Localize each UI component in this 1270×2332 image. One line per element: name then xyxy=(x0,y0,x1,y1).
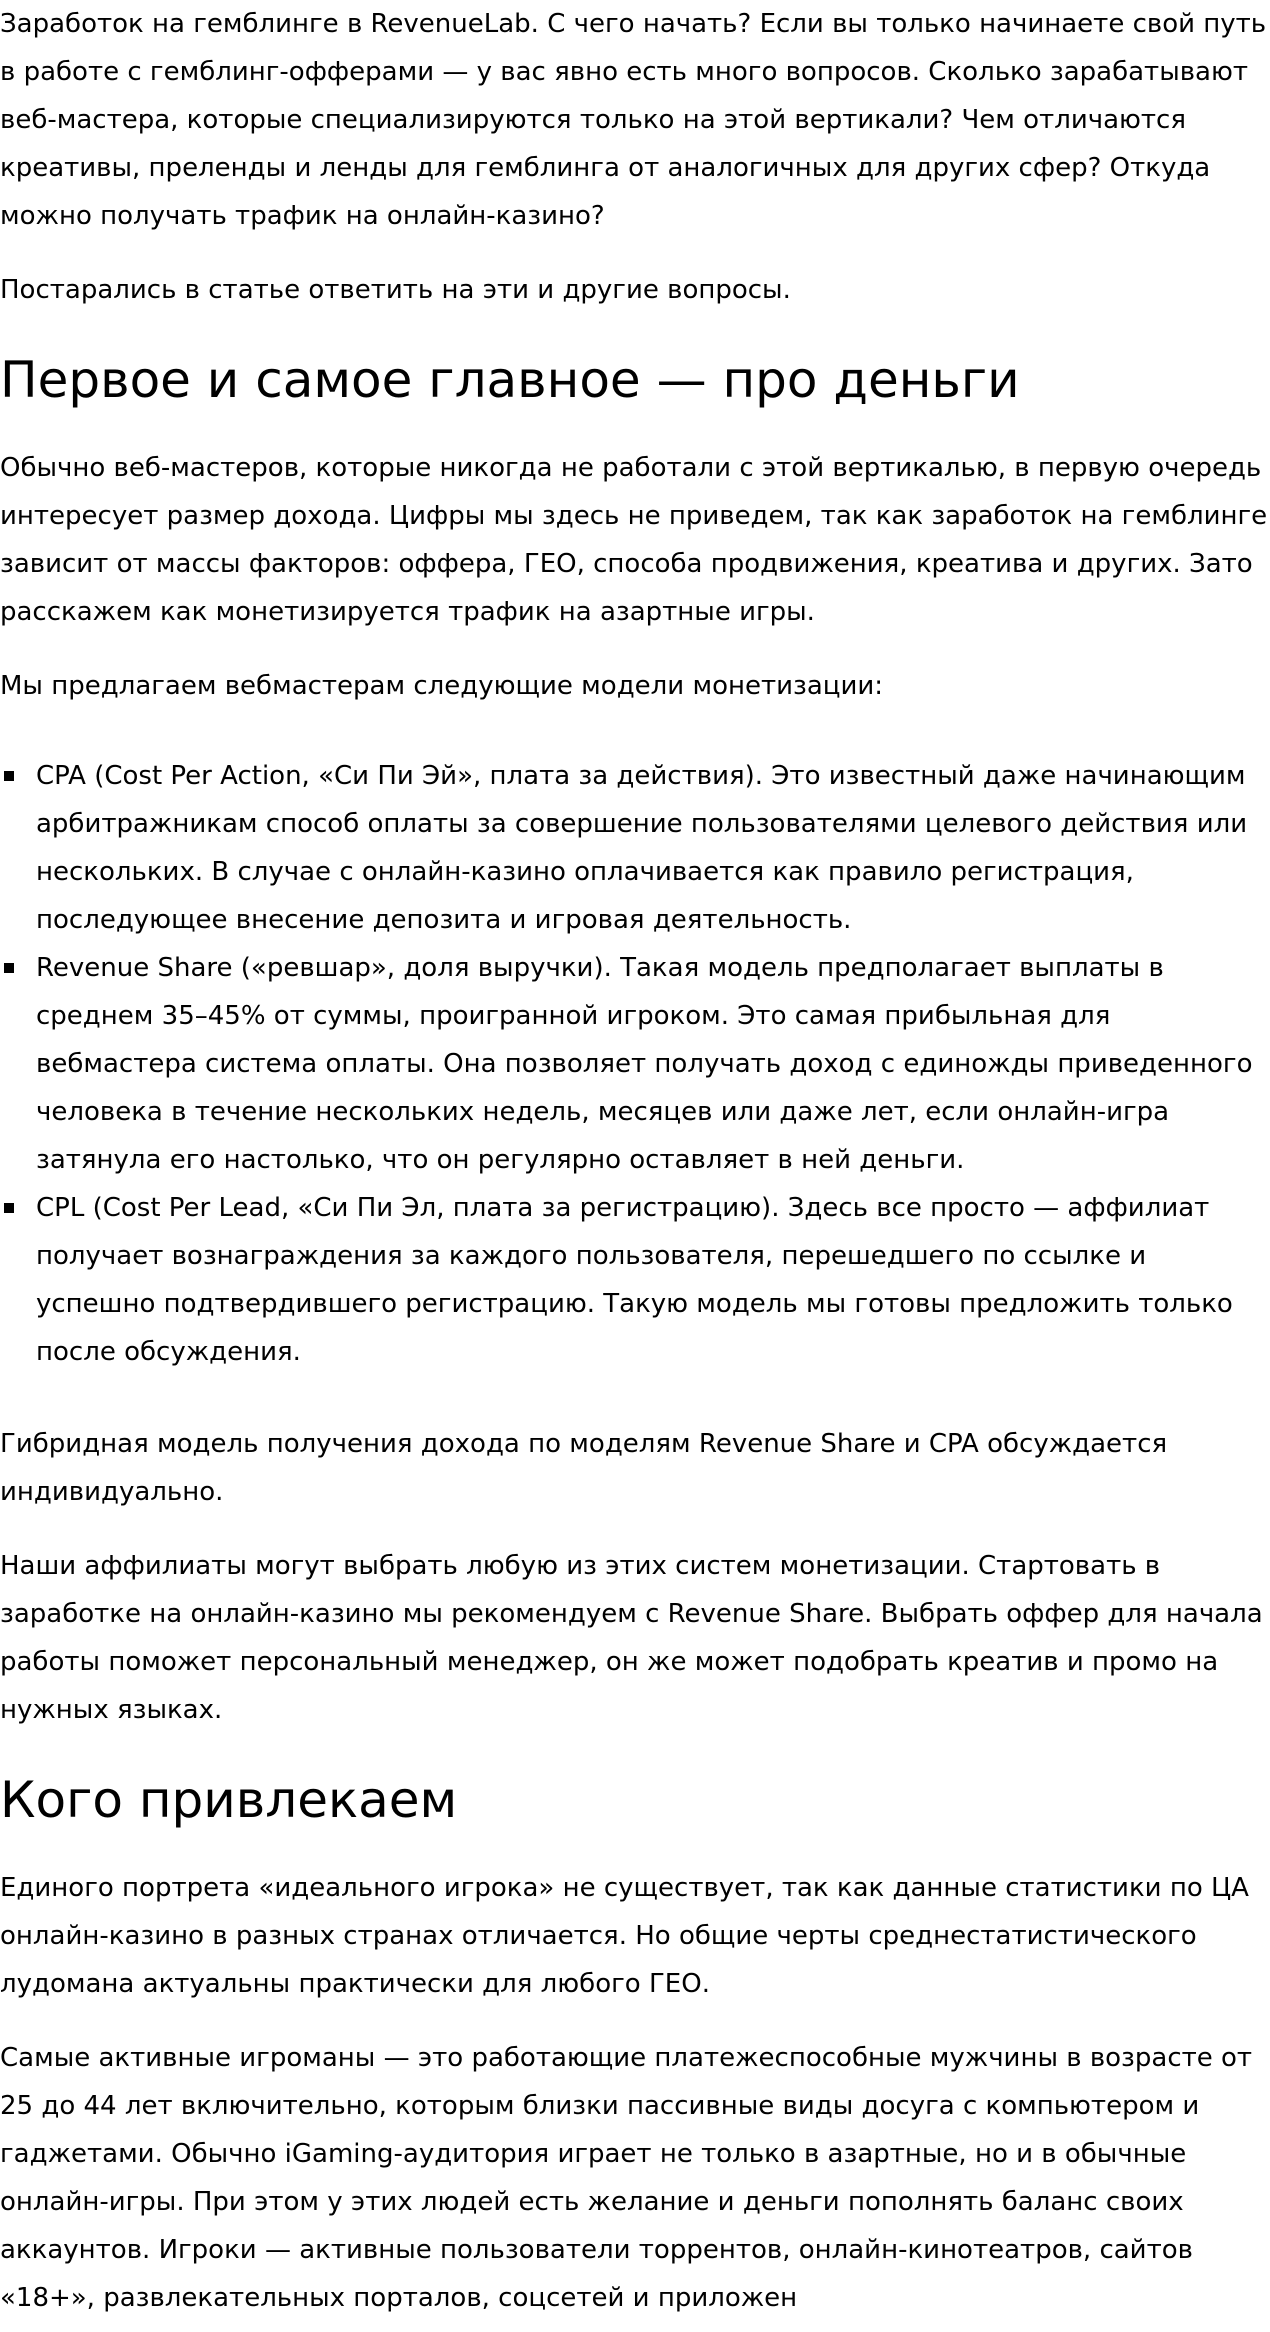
intro-paragraph-2: Постарались в статье ответить на эти и другие вопросы. xyxy=(0,275,791,305)
list-item-text: CPL (Cost Per Lead, «Си Пи Эл, плата за регистрацию). Здесь все просто — аффилиат получает вознаграждения за каждого пользователя, перешедшего по ссылке и успешно подтвердившего регистрацию. Такую модель мы готовы предложить только после обсуждения. xyxy=(36,1193,1233,1367)
list-item xyxy=(36,1184,1270,1376)
square-bullet-icon xyxy=(4,771,14,781)
section-heading-money: Первое и самое главное — про деньги xyxy=(0,351,1020,409)
audience-paragraph-1: Единого портрета «идеального игрока» не существует, так как данные статистики по ЦА онлайн-казино в разных странах отличается. Но общие черты среднестатистического лудомана актуальны практически для любого ГЕО. xyxy=(0,1873,1249,1999)
list-item-text: Revenue Share («ревшар», доля выручки). Такая модель предполагает выплаты в среднем 35–45% от суммы, проигранной игроком. Это самая прибыльная для вебмастера система оплаты. Она позволяет получать доход с единожды приведенного человека в течение нескольких недель, месяцев или даже лет, если онлайн-игра затянула его настолько, что он регулярно оставляет в ней деньги. xyxy=(36,953,1253,1175)
audience-paragraph-2: Самые активные игроманы — это работающие платежеспособные мужчины в возрасте от 25 до 44 лет включительно, которым близки пассивные виды досуга с компьютером и гаджетами. Обычно iGaming-аудитория играет не только в азартные, но и в обычные онлайн-игры. При этом у этих людей есть желание и деньги пополнять баланс своих аккаунтов. Игроки — активные пользователи торрентов, онлайн-кинотеатров, сайтов «18+», развлекательных порталов, соцсетей и приложен xyxy=(0,2043,1253,2313)
monetization-models-list xyxy=(0,752,1270,1376)
intro-paragraph: Заработок на гемблинге в RevenueLab. С чего начать? Если вы только начинаете свой путь в работе с гемблинг-офферами — у вас явно есть много вопросов. Сколько зарабатывают веб-мастера, которые специализируются только на этой вертикали? Чем отличаются креативы, преленды и ленды для гемблинга от аналогичных для других сфер? Откуда можно получать трафик на онлайн-казино? xyxy=(0,9,1267,231)
list-item xyxy=(36,752,1270,944)
money-paragraph-1: Обычно веб-мастеров, которые никогда не работали с этой вертикалью, в первую очередь интересует размер дохода. Цифры мы здесь не приведем, так как заработок на гемблинге зависит от массы факторов: оффера, ГЕО, способа продвижения, креатива и других. Зато расскажем как монетизируется трафик на азартные игры. xyxy=(0,453,1268,627)
square-bullet-icon xyxy=(4,963,14,973)
list-item xyxy=(36,944,1270,1184)
money-paragraph-2: Мы предлагаем вебмастерам следующие модели монетизации: xyxy=(0,671,884,701)
square-bullet-icon xyxy=(4,1203,14,1213)
money-paragraph-4: Наши аффилиаты могут выбрать любую из этих систем монетизации. Стартовать в заработке на онлайн-казино мы рекомендуем с Revenue Share. Выбрать оффер для начала работы поможет персональный менеджер, он же может подобрать креатив и промо на нужных языках. xyxy=(0,1551,1263,1725)
list-item-text: CPA (Cost Per Action, «Си Пи Эй», плата за действия). Это известный даже начинающим арбитражникам способ оплаты за совершение пользователями целевого действия или нескольких. В случае с онлайн-казино оплачивается как правило регистрация, последующее внесение депозита и игровая деятельность. xyxy=(36,761,1248,935)
section-heading-audience: Кого привлекаем xyxy=(0,1771,458,1829)
money-paragraph-3: Гибридная модель получения дохода по моделям Revenue Share и CPA обсуждается индивидуально. xyxy=(0,1429,1168,1507)
